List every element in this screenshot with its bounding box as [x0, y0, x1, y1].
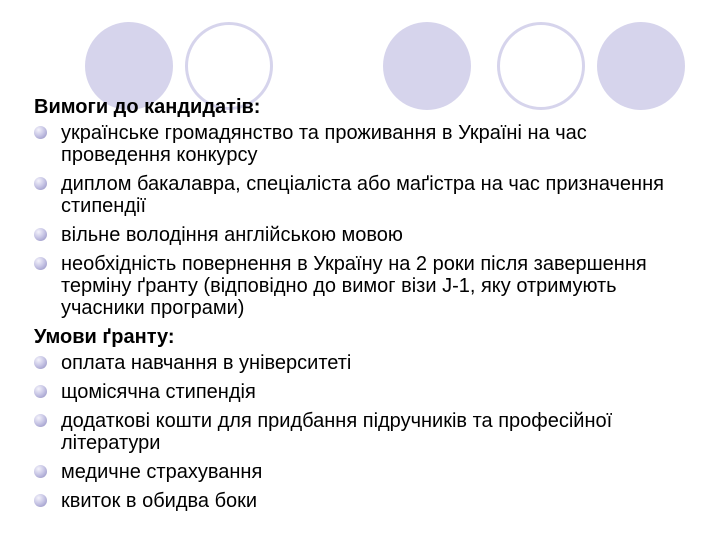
- bullet-icon: [34, 177, 47, 190]
- grant-term-item: [34, 381, 674, 403]
- requirement-item: [34, 122, 674, 166]
- grant-term-text: медичне страхування: [61, 461, 263, 483]
- bullet-icon: [34, 126, 47, 139]
- bullet-icon: [34, 494, 47, 507]
- bullet-icon: [34, 228, 47, 241]
- grant-term-item: [34, 352, 674, 374]
- requirement-item: [34, 224, 674, 246]
- bullet-icon: [34, 385, 47, 398]
- grant-term-item: [34, 410, 674, 454]
- grant-term-item: [34, 461, 674, 483]
- requirement-text: необхідність повернення в Україну на 2 роки після завершення терміну ґранту (відповідно до вимог візи J-1, яку отримують учасники програми): [61, 253, 647, 319]
- bullet-icon: [34, 257, 47, 270]
- slide-content: [34, 92, 674, 519]
- grant-term-text: щомісячна стипендія: [61, 381, 256, 403]
- grant-term-text: квиток в обидва боки: [61, 490, 258, 512]
- grant-terms-heading: Умови ґранту:: [34, 326, 175, 348]
- requirement-text: вільне володіння англійською мовою: [61, 224, 403, 246]
- grant-term-item: [34, 490, 674, 512]
- grant-term-text: додаткові кошти для придбання підручників та професійної літератури: [61, 410, 613, 454]
- requirement-item: [34, 253, 674, 319]
- bullet-icon: [34, 414, 47, 427]
- requirement-item: [34, 173, 674, 217]
- bullet-icon: [34, 465, 47, 478]
- requirement-text: диплом бакалавра, спеціаліста або маґістра на час призначення стипендії: [61, 173, 664, 217]
- requirements-heading: Вимоги до кандидатів:: [34, 96, 261, 118]
- bullet-icon: [34, 356, 47, 369]
- requirement-text: українське громадянство та проживання в Україні на час проведення конкурсу: [61, 122, 587, 166]
- grant-term-text: оплата навчання в університеті: [61, 352, 352, 374]
